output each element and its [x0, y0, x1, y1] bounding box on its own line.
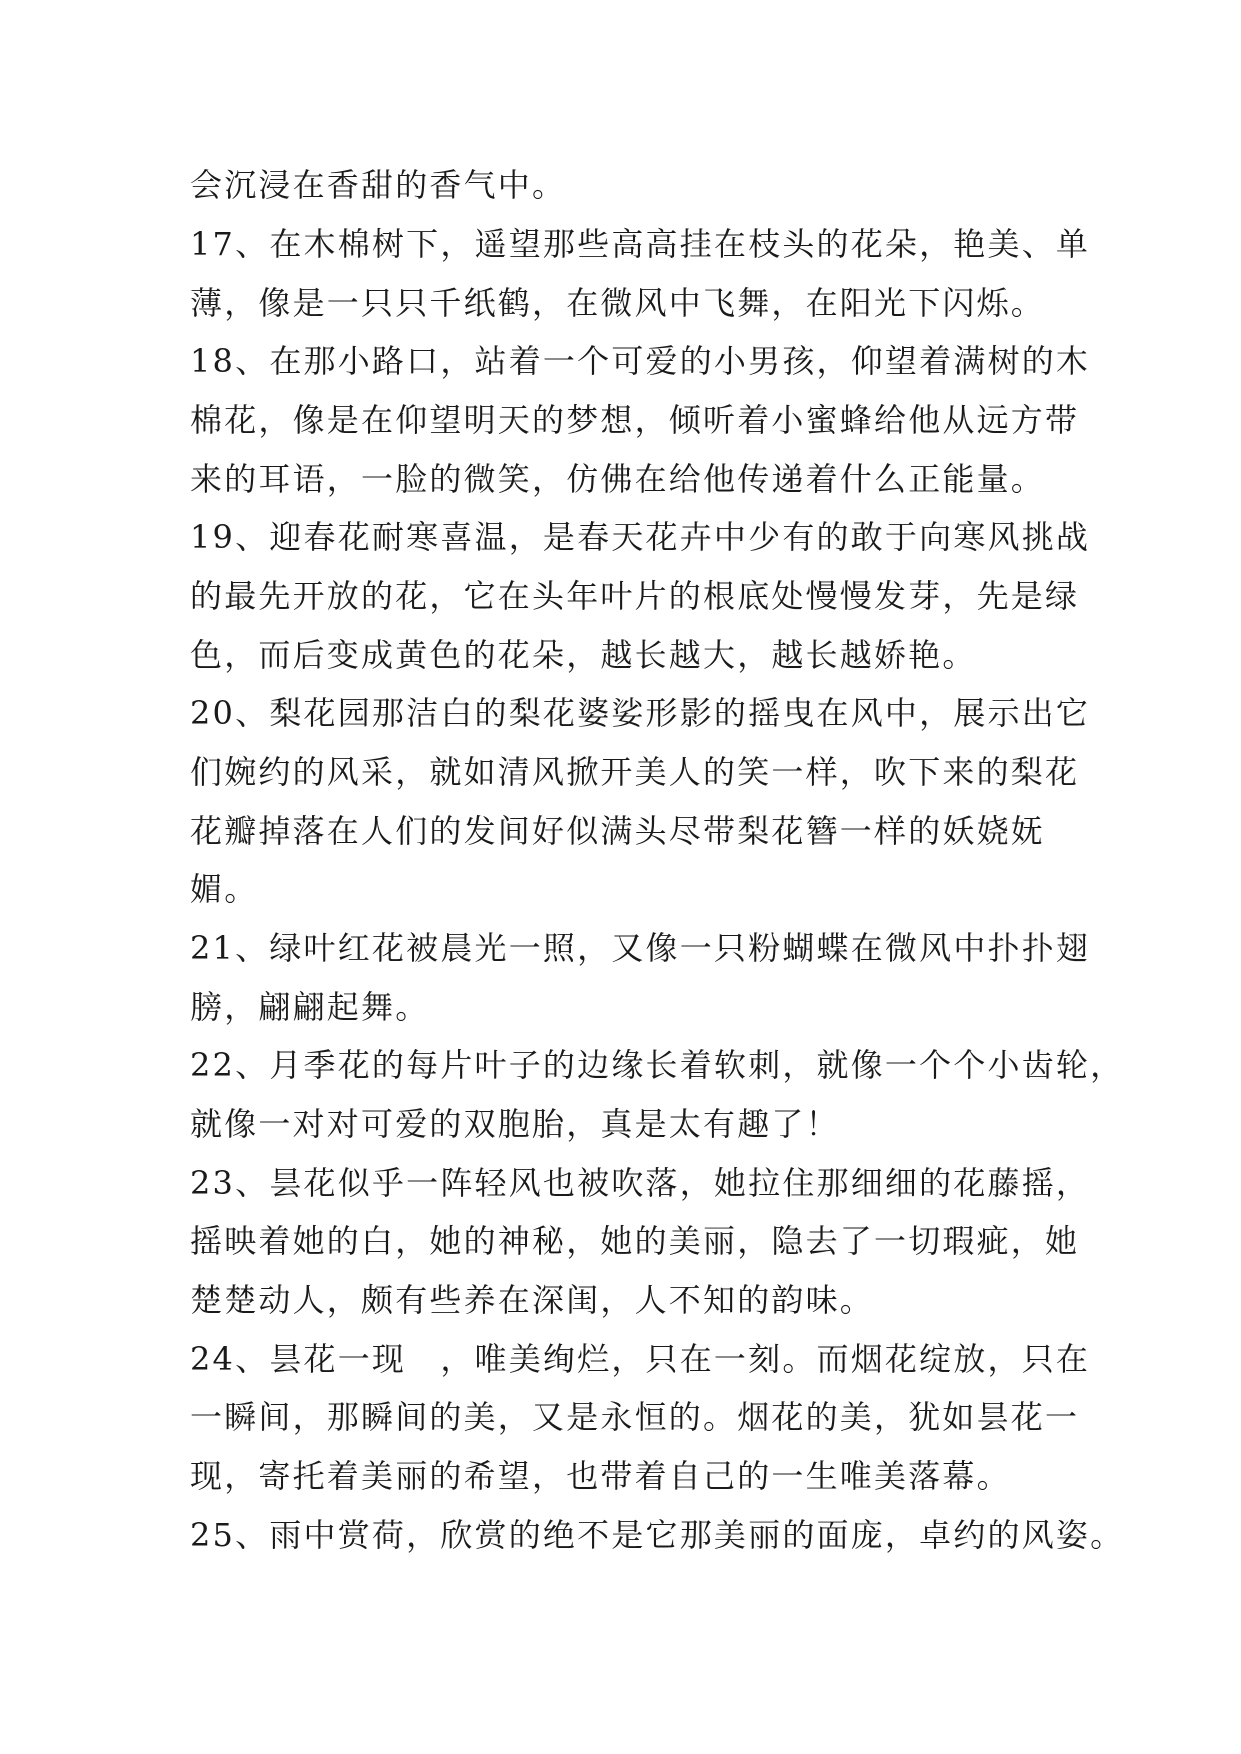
- text-line: 楚楚动人，颇有些养在深闺，人不知的韵味。: [190, 1281, 875, 1319]
- text-line: 24、昙花一现 ，唯美绚烂，只在一刻。而烟花绽放，只在: [190, 1340, 1091, 1378]
- text-line: 20、梨花园那洁白的梨花婆娑形影的摇曳在风中，展示出它: [190, 694, 1091, 732]
- text-line: 22、月季花的每片叶子的边缘长着软刺，就像一个个小齿轮，: [190, 1046, 1125, 1084]
- text-line: 就像一对对可爱的双胞胎，真是太有趣了！: [190, 1105, 840, 1143]
- text-line: 一瞬间，那瞬间的美，又是永恒的。烟花的美，犹如昙花一: [190, 1398, 1080, 1436]
- text-line: 媚。: [190, 870, 259, 908]
- text-line: 们婉约的风采，就如清风掀开美人的笑一样，吹下来的梨花: [190, 753, 1080, 791]
- text-line: 现，寄托着美丽的希望，也带着自己的一生唯美落幕。: [190, 1457, 1011, 1495]
- text-line: 17、在木棉树下，遥望那些高高挂在枝头的花朵，艳美、单: [190, 225, 1091, 263]
- text-line: 23、昙花似乎一阵轻风也被吹落，她拉住那细细的花藤摇，: [190, 1164, 1091, 1202]
- text-line: 膀，翩翩起舞。: [190, 988, 430, 1026]
- text-line: 色，而后变成黄色的花朵，越长越大，越长越娇艳。: [190, 636, 977, 674]
- text-line: 薄，像是一只只千纸鹤，在微风中飞舞，在阳光下闪烁。: [190, 284, 1046, 322]
- text-line: 花瓣掉落在人们的发间好似满头尽带梨花簪一样的妖娆妩: [190, 812, 1046, 850]
- text-line: 会沉浸在香甜的香气中。: [190, 166, 567, 204]
- text-line: 棉花，像是在仰望明天的梦想，倾听着小蜜蜂给他从远方带: [190, 401, 1080, 439]
- text-line: 25、雨中赏荷，欣赏的绝不是它那美丽的面庞，卓约的风姿。: [190, 1516, 1125, 1554]
- text-line: 来的耳语，一脸的微笑，仿佛在给他传递着什么正能量。: [190, 460, 1046, 498]
- text-line: 18、在那小路口，站着一个可爱的小男孩，仰望着满树的木: [190, 342, 1091, 380]
- text-line: 摇映着她的白，她的神秘，她的美丽，隐去了一切瑕疵，她: [190, 1222, 1080, 1260]
- text-line: 21、绿叶红花被晨光一照，又像一只粉蝴蝶在微风中扑扑翅: [190, 929, 1091, 967]
- text-line: 的最先开放的花，它在头年叶片的根底处慢慢发芽，先是绿: [190, 577, 1080, 615]
- text-line: 19、迎春花耐寒喜温，是春天花卉中少有的敢于向寒风挑战: [190, 518, 1091, 556]
